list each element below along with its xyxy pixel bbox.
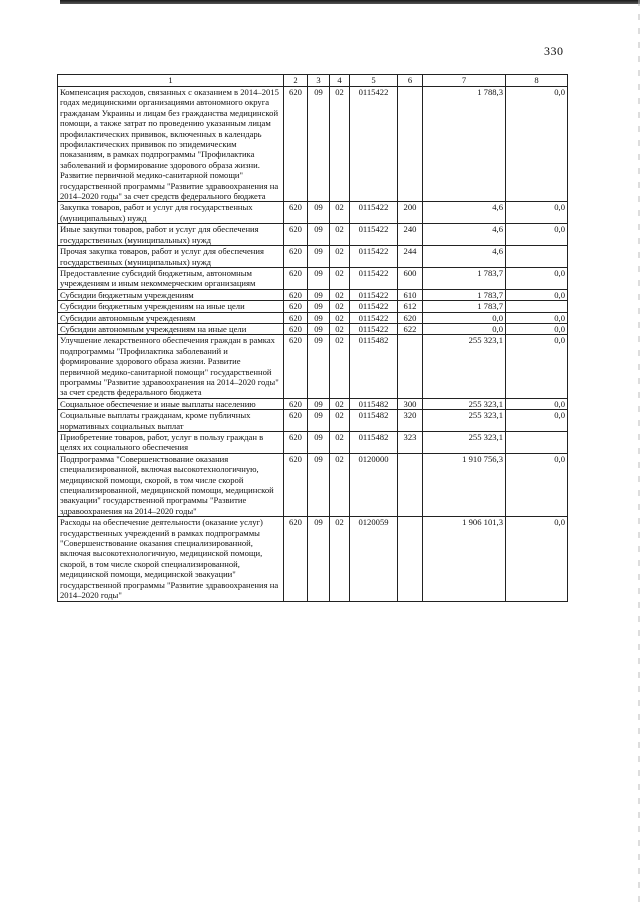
row-expense-type-code: 323 [398,432,423,454]
row-ministry-code: 620 [284,246,308,268]
row-section-code: 09 [308,398,330,409]
row-description: Подпрограмма "Совершенствование оказания специализированной, включая высокотехнологичную, медицинской помощи, скорой, в том числе скорой специализированной, медицинской помощи, медицинской эвакуации" государственной программы "Развитие здравоохранения на 2014–2020 годы" [58,453,284,516]
page-number: 330 [544,44,564,58]
row-section-code: 09 [308,410,330,432]
row-section-code: 09 [308,87,330,202]
row-amount-2: 0,0 [506,335,568,398]
row-amount-2 [506,432,568,454]
row-section-code: 09 [308,323,330,334]
row-amount: 4,6 [423,202,506,224]
row-subsection-code: 02 [330,410,350,432]
row-description: Приобретение товаров, работ, услуг в пользу граждан в целях их социального обеспечения [58,432,284,454]
row-subsection-code: 02 [330,517,350,601]
header-col-2: 2 [284,75,308,87]
header-col-7: 7 [423,75,506,87]
table-row [58,301,568,312]
scan-edge-top [60,0,640,4]
row-subsection-code: 02 [330,432,350,454]
row-target-code: 0115482 [350,335,398,398]
row-description: Расходы на обеспечение деятельности (оказание услуг) государственных учреждений в рамках подпрограммы "Совершенствование оказания специализированной, включая высокотехнологичную, медицинской помощи, скорой, в том числе скорой специализированной, медицинской помощи, медицинской эвакуации" государственной программы "Развитие здравоохранения на 2014–2020 годы" [58,517,284,601]
row-target-code: 0115422 [350,301,398,312]
table-row [58,224,568,246]
row-amount-2: 0,0 [506,224,568,246]
table-row [58,517,568,601]
table-row [58,323,568,334]
row-amount: 1 788,3 [423,87,506,202]
row-description: Улучшение лекарственного обеспечения граждан в рамках подпрограммы "Профилактика заболеваний и формирование здорового образа жизни. Развитие первичной медико-санитарной помощи" государственной программы "Развитие здравоохранения на 2014–2020 годы" за счет средств федерального бюджета [58,335,284,398]
table-row [58,410,568,432]
row-ministry-code: 620 [284,432,308,454]
row-ministry-code: 620 [284,301,308,312]
header-col-8: 8 [506,75,568,87]
row-expense-type-code [398,335,423,398]
budget-table [57,74,568,602]
row-amount: 0,0 [423,312,506,323]
row-description: Субсидии автономным учреждениям на иные цели [58,323,284,334]
row-description: Компенсация расходов, связанных с оказанием в 2014–2015 годах медицинскими организациями автономного округа гражданам Украины и лицам без гражданства медицинской помощи, а также затрат по проведению указанным лицам профилактических прививок, включенных в календарь профилактических прививок по эпидемическим показаниям, в рамках подпрограммы "Профилактика заболеваний и формирование здорового образа жизни. Развитие первичной медико-санитарной помощи" государственной программы "Развитие здравоохранения на 2014–2020 годы" за счет средств федерального бюджета [58,87,284,202]
table-body [58,87,568,602]
row-amount: 1 783,7 [423,289,506,300]
table-row [58,453,568,516]
row-description: Предоставление субсидий бюджетным, автономным учреждениям и иным некоммерческим организациям [58,267,284,289]
row-target-code: 0115482 [350,432,398,454]
header-row [58,75,568,87]
row-expense-type-code: 610 [398,289,423,300]
row-subsection-code: 02 [330,224,350,246]
row-amount: 1 783,7 [423,267,506,289]
row-ministry-code: 620 [284,87,308,202]
row-target-code: 0115422 [350,202,398,224]
row-amount-2: 0,0 [506,202,568,224]
row-expense-type-code: 612 [398,301,423,312]
row-amount-2: 0,0 [506,453,568,516]
row-target-code: 0120059 [350,517,398,601]
row-target-code: 0115422 [350,87,398,202]
row-amount: 255 323,1 [423,335,506,398]
row-amount: 1 906 101,3 [423,517,506,601]
header-col-3: 3 [308,75,330,87]
row-expense-type-code [398,517,423,601]
row-amount: 255 323,1 [423,398,506,409]
row-amount-2: 0,0 [506,87,568,202]
header-col-5: 5 [350,75,398,87]
row-description: Иные закупки товаров, работ и услуг для обеспечения государственных (муниципальных) нужд [58,224,284,246]
row-description: Субсидии автономным учреждениям [58,312,284,323]
row-target-code: 0115422 [350,323,398,334]
row-description: Прочая закупка товаров, работ и услуг для обеспечения государственных (муниципальных) нужд [58,246,284,268]
row-section-code: 09 [308,517,330,601]
row-section-code: 09 [308,453,330,516]
row-description: Субсидии бюджетным учреждениям [58,289,284,300]
row-subsection-code: 02 [330,312,350,323]
row-ministry-code: 620 [284,517,308,601]
row-ministry-code: 620 [284,453,308,516]
row-expense-type-code: 320 [398,410,423,432]
row-target-code: 0115482 [350,410,398,432]
row-expense-type-code [398,453,423,516]
row-amount: 4,6 [423,224,506,246]
row-ministry-code: 620 [284,202,308,224]
row-amount: 0,0 [423,323,506,334]
row-expense-type-code: 300 [398,398,423,409]
row-amount-2: 0,0 [506,312,568,323]
row-amount-2: 0,0 [506,323,568,334]
row-amount-2 [506,301,568,312]
row-section-code: 09 [308,289,330,300]
row-amount: 1 910 756,3 [423,453,506,516]
header-col-6: 6 [398,75,423,87]
row-amount-2: 0,0 [506,410,568,432]
table-row [58,335,568,398]
row-description: Закупка товаров, работ и услуг для государственных (муниципальных) нужд [58,202,284,224]
row-section-code: 09 [308,267,330,289]
row-description: Социальное обеспечение и иные выплаты населению [58,398,284,409]
row-amount-2: 0,0 [506,517,568,601]
row-description: Социальные выплаты гражданам, кроме публичных нормативных социальных выплат [58,410,284,432]
row-ministry-code: 620 [284,267,308,289]
row-subsection-code: 02 [330,453,350,516]
header-col-1: 1 [58,75,284,87]
table-row [58,289,568,300]
row-subsection-code: 02 [330,323,350,334]
row-subsection-code: 02 [330,398,350,409]
table-row [58,312,568,323]
row-subsection-code: 02 [330,202,350,224]
row-target-code: 0115422 [350,312,398,323]
row-target-code: 0115422 [350,246,398,268]
row-expense-type-code: 620 [398,312,423,323]
row-amount: 1 783,7 [423,301,506,312]
row-amount-2: 0,0 [506,398,568,409]
row-section-code: 09 [308,312,330,323]
row-amount: 255 323,1 [423,410,506,432]
row-section-code: 09 [308,432,330,454]
row-ministry-code: 620 [284,398,308,409]
row-target-code: 0115422 [350,224,398,246]
table-row [58,432,568,454]
row-section-code: 09 [308,224,330,246]
row-amount-2: 0,0 [506,267,568,289]
row-subsection-code: 02 [330,267,350,289]
row-expense-type-code: 244 [398,246,423,268]
row-amount-2: 0,0 [506,289,568,300]
row-ministry-code: 620 [284,289,308,300]
row-amount: 255 323,1 [423,432,506,454]
row-target-code: 0115422 [350,267,398,289]
row-expense-type-code [398,87,423,202]
row-ministry-code: 620 [284,323,308,334]
row-ministry-code: 620 [284,224,308,246]
row-expense-type-code: 622 [398,323,423,334]
row-subsection-code: 02 [330,246,350,268]
row-target-code: 0115482 [350,398,398,409]
row-section-code: 09 [308,301,330,312]
row-ministry-code: 620 [284,335,308,398]
row-subsection-code: 02 [330,301,350,312]
row-expense-type-code: 200 [398,202,423,224]
row-expense-type-code: 240 [398,224,423,246]
row-ministry-code: 620 [284,410,308,432]
row-section-code: 09 [308,246,330,268]
row-expense-type-code: 600 [398,267,423,289]
header-col-4: 4 [330,75,350,87]
row-subsection-code: 02 [330,87,350,202]
row-section-code: 09 [308,202,330,224]
row-section-code: 09 [308,335,330,398]
table-row [58,87,568,202]
table-row [58,202,568,224]
row-target-code: 0120000 [350,453,398,516]
row-subsection-code: 02 [330,289,350,300]
table-row [58,398,568,409]
row-subsection-code: 02 [330,335,350,398]
row-ministry-code: 620 [284,312,308,323]
row-amount-2 [506,246,568,268]
table-row [58,267,568,289]
row-description: Субсидии бюджетным учреждениям на иные цели [58,301,284,312]
row-target-code: 0115422 [350,289,398,300]
table-row [58,246,568,268]
row-amount: 4,6 [423,246,506,268]
